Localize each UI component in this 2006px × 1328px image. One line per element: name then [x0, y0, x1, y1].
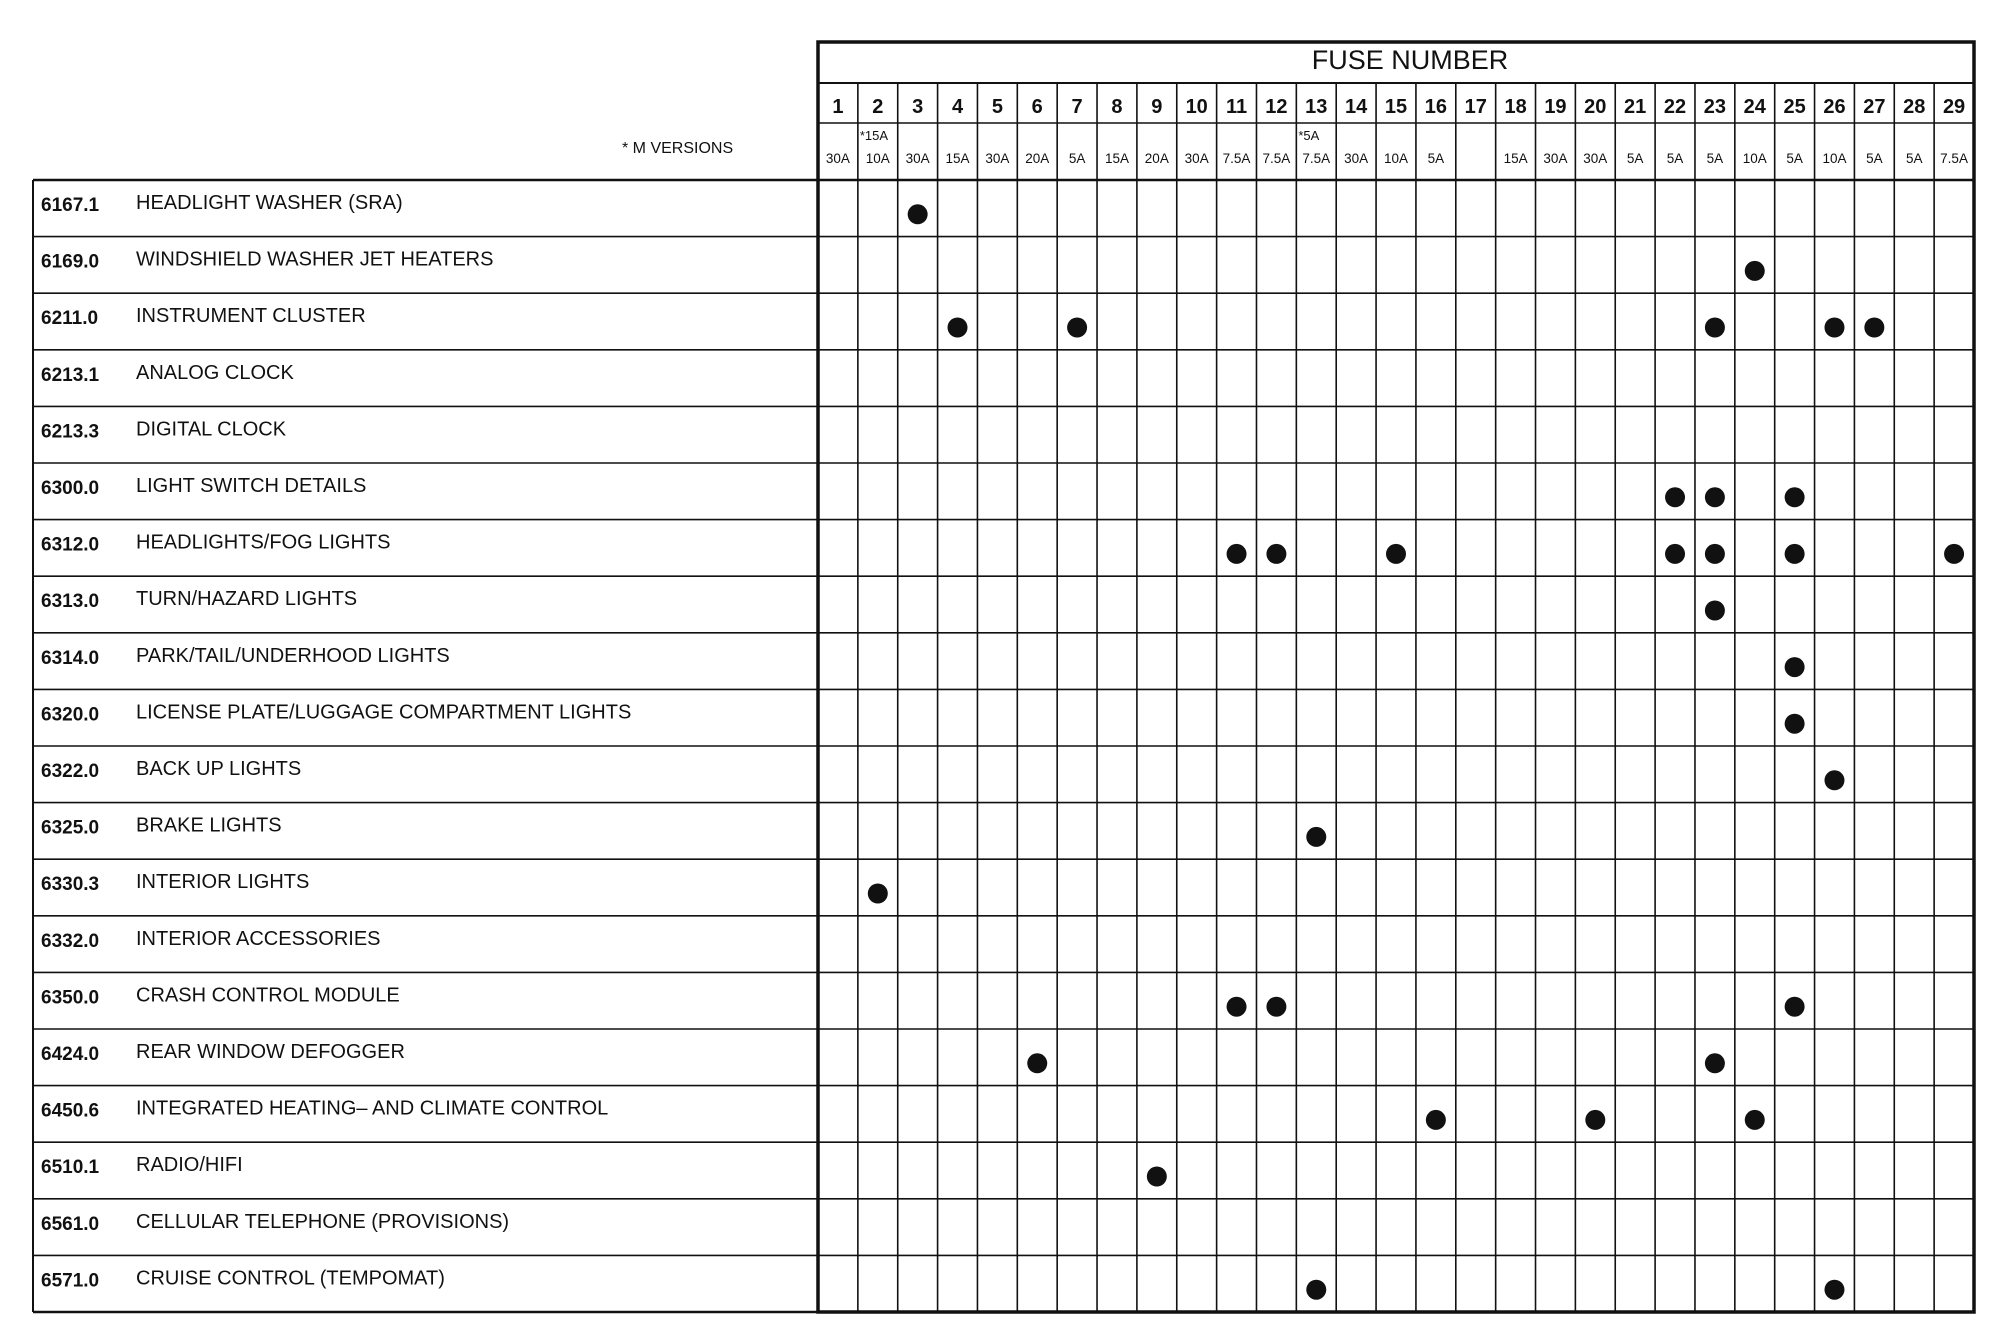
fuse-number: 28	[1903, 96, 1926, 118]
fuse-number: 27	[1863, 96, 1886, 118]
circuit-code: 6561.0	[41, 1213, 100, 1235]
fuse-marker-dot	[1227, 997, 1247, 1017]
fuse-number: 18	[1504, 96, 1527, 118]
fuse-marker-dot	[1705, 1053, 1725, 1073]
fuse-rating: 30A	[1583, 151, 1608, 166]
fuse-rating: 30A	[1543, 151, 1568, 166]
table-row	[41, 1267, 445, 1291]
fuse-rating: 7.5A	[1262, 151, 1291, 166]
fuse-number: 1	[832, 96, 844, 118]
fuse-number: 6	[1031, 96, 1043, 118]
fuse-m-rating: *5A	[1298, 128, 1320, 143]
circuit-code: 6350.0	[41, 987, 100, 1009]
fuse-rating: 15A	[1104, 151, 1129, 166]
fuse-marker-dot	[1785, 657, 1805, 677]
fuse-marker-dot	[1266, 544, 1286, 564]
fuse-rating: 10A	[865, 151, 890, 166]
fuse-marker-dot	[1705, 487, 1725, 507]
fuse-marker-dot	[1824, 318, 1844, 338]
table-row	[41, 249, 493, 273]
fuse-marker-dot	[908, 204, 928, 224]
circuit-code: 6169.0	[41, 251, 100, 273]
circuit-code: 6312.0	[41, 534, 100, 556]
circuit-name: DIGITAL CLOCK	[136, 418, 287, 441]
fuse-number: 25	[1783, 96, 1806, 118]
table-row	[41, 984, 400, 1008]
circuit-code: 6314.0	[41, 647, 100, 669]
fuse-rating: 30A	[1184, 151, 1209, 166]
circuit-code: 6571.0	[41, 1270, 100, 1292]
table-row	[41, 1041, 405, 1065]
fuse-number: 7	[1071, 96, 1083, 118]
circuit-name: TURN/HAZARD LIGHTS	[136, 588, 358, 611]
fuse-number: 17	[1464, 96, 1487, 118]
fuse-number: 21	[1624, 96, 1647, 118]
fuse-number: 16	[1424, 96, 1447, 118]
circuit-code: 6424.0	[41, 1044, 100, 1065]
circuit-code: 6213.3	[41, 421, 100, 443]
fuse-number: 13	[1305, 96, 1328, 118]
fuse-marker-dot	[1386, 544, 1406, 564]
fuse-rating: 30A	[825, 151, 850, 166]
table-row	[41, 1098, 608, 1122]
fuse-rating: 5A	[1666, 151, 1684, 166]
table-row	[41, 475, 366, 499]
fuse-number: 12	[1265, 96, 1288, 118]
circuit-name: ANALOG CLOCK	[136, 361, 294, 384]
circuit-code: 6325.0	[41, 817, 100, 839]
circuit-name: INTERIOR LIGHTS	[136, 871, 310, 894]
fuse-marker-dot	[1745, 261, 1765, 281]
circuit-code: 6510.1	[41, 1157, 100, 1179]
circuit-code: 6322.0	[41, 761, 100, 782]
fuse-number: 20	[1584, 96, 1607, 118]
fuse-number: 22	[1663, 96, 1687, 118]
table-row	[41, 645, 450, 669]
fuse-marker-dot	[1665, 487, 1685, 507]
fuse-rating: 20A	[1025, 151, 1050, 166]
fuse-rating: 20A	[1144, 151, 1169, 166]
fuse-marker-dot	[1665, 544, 1685, 564]
fuse-number: 26	[1823, 96, 1846, 118]
circuit-name: CRASH CONTROL MODULE	[136, 984, 400, 1007]
table-row	[41, 701, 631, 725]
fuse-marker-dot	[1785, 997, 1805, 1017]
fuse-marker-dot	[1745, 1110, 1765, 1130]
circuit-name: HEADLIGHT WASHER (SRA)	[136, 192, 403, 214]
m-versions-note: * M VERSIONS	[622, 140, 734, 157]
fuse-rating: 15A	[1503, 151, 1528, 166]
fuse-marker-dot	[1027, 1053, 1047, 1073]
table-row	[41, 815, 282, 839]
table-row	[41, 305, 366, 329]
fuse-marker-dot	[1705, 544, 1725, 564]
fuse-marker-dot	[1824, 1280, 1844, 1300]
circuit-code: 6211.0	[41, 308, 99, 330]
fuse-rating: 7.5A	[1222, 151, 1251, 166]
fuse-rating: 10A	[1822, 151, 1847, 166]
circuit-code: 6320.0	[41, 704, 100, 726]
circuit-name: LICENSE PLATE/LUGGAGE COMPARTMENT LIGHTS	[136, 701, 632, 724]
circuit-name: LIGHT SWITCH DETAILS	[136, 475, 367, 497]
circuit-name: PARK/TAIL/UNDERHOOD LIGHTS	[136, 644, 450, 667]
fuse-marker-dot	[1705, 318, 1725, 338]
table-row	[41, 418, 287, 442]
circuit-name: CRUISE CONTROL (TEMPOMAT)	[136, 1267, 445, 1290]
circuit-code: 6450.6	[41, 1100, 100, 1122]
fuse-rating: 10A	[1383, 151, 1409, 166]
fuse-rating: 7.5A	[1940, 151, 1968, 166]
fuse-marker-dot	[1785, 487, 1805, 507]
fuse-marker-dot	[1147, 1167, 1167, 1187]
circuit-name: INTEGRATED HEATING– AND CLIMATE CONTROL	[136, 1097, 609, 1120]
fuse-rating: 5A	[1706, 151, 1724, 166]
circuit-name: INSTRUMENT CLUSTER	[136, 305, 366, 328]
fuse-number-title: FUSE NUMBER	[1311, 45, 1509, 75]
fuse-number: 2	[872, 96, 884, 118]
fuse-marker-dot	[1067, 318, 1087, 338]
fuse-number: 3	[912, 96, 924, 118]
fuse-number: 29	[1942, 96, 1966, 118]
table-row	[41, 1154, 243, 1178]
fuse-rating: 10A	[1742, 151, 1767, 166]
fuse-marker-dot	[1227, 544, 1247, 564]
fuse-marker-dot	[1864, 318, 1884, 338]
circuit-rows	[41, 192, 631, 1291]
fuse-rating: 5A	[1068, 151, 1086, 166]
fuse-rating: 5A	[1866, 151, 1883, 166]
fuse-rating: 5A	[1626, 151, 1644, 166]
fuse-marker-dot	[1426, 1110, 1446, 1130]
table-row	[41, 871, 309, 895]
circuit-name: WINDSHIELD WASHER JET HEATERS	[136, 248, 494, 271]
fuse-number: 11	[1225, 96, 1248, 118]
fuse-marker-dot	[1266, 997, 1286, 1017]
table-row	[41, 928, 381, 952]
circuit-name: HEADLIGHTS/FOG LIGHTS	[136, 531, 391, 554]
fuse-rating: 7.5A	[1302, 151, 1331, 166]
circuit-name: REAR WINDOW DEFOGGER	[136, 1041, 405, 1063]
fuse-number: 14	[1345, 96, 1368, 118]
fuse-columns	[826, 96, 1968, 166]
circuit-name: BRAKE LIGHTS	[136, 814, 282, 837]
fuse-marker-dot	[1585, 1110, 1605, 1130]
fuse-marker-dot	[1785, 714, 1805, 734]
fuse-number: 8	[1111, 96, 1123, 118]
fuse-grid-frame	[818, 42, 1974, 1312]
fuse-marker-dot	[948, 318, 968, 338]
fuse-number: 23	[1703, 96, 1727, 118]
table-grid	[33, 42, 1974, 1312]
fuse-rating: 30A	[905, 151, 930, 166]
fuse-marker-dot	[1306, 1280, 1326, 1300]
fuse-rating: 5A	[1786, 151, 1803, 166]
fuse-marker-dot	[1944, 544, 1964, 564]
table-row	[41, 192, 403, 216]
circuit-code: 6167.1	[41, 195, 100, 216]
fuse-rating: 15A	[945, 151, 970, 166]
table-row	[41, 588, 357, 612]
fuse-marker-dot	[1306, 827, 1326, 847]
fuse-marker-dot	[868, 884, 888, 904]
fuse-number: 10	[1185, 96, 1208, 118]
table-row	[41, 532, 390, 556]
fuse-marker-dot	[1824, 770, 1844, 790]
fuse-marker-dot	[1785, 544, 1805, 564]
circuit-code: 6213.1	[41, 364, 100, 386]
fuse-rating: 30A	[1344, 151, 1369, 166]
fuse-number: 24	[1743, 96, 1766, 118]
circuit-code: 6300.0	[41, 478, 100, 499]
circuit-name: BACK UP LIGHTS	[136, 758, 302, 780]
circuit-code: 6330.3	[41, 874, 100, 896]
circuit-code: 6313.0	[41, 591, 100, 613]
circuit-code: 6332.0	[41, 930, 100, 952]
fuse-rating: 30A	[985, 151, 1010, 166]
fuse-rating: 5A	[1427, 151, 1445, 166]
circuit-name: RADIO/HIFI	[136, 1154, 243, 1177]
circuit-name: INTERIOR ACCESSORIES	[136, 927, 381, 950]
fuse-number: 5	[991, 96, 1003, 118]
fuse-number: 15	[1384, 96, 1408, 118]
fuse-number: 4	[951, 96, 964, 118]
fuse-m-rating: *15A	[859, 128, 889, 143]
fuse-number: 9	[1151, 96, 1163, 118]
fuse-rating: 5A	[1905, 151, 1923, 166]
table-row	[41, 758, 301, 782]
circuit-name: CELLULAR TELEPHONE (PROVISIONS)	[136, 1210, 510, 1233]
table-row	[41, 362, 294, 386]
fuse-marker-dot	[1705, 601, 1725, 621]
fuse-number: 19	[1544, 96, 1567, 118]
table-row	[41, 1211, 509, 1235]
